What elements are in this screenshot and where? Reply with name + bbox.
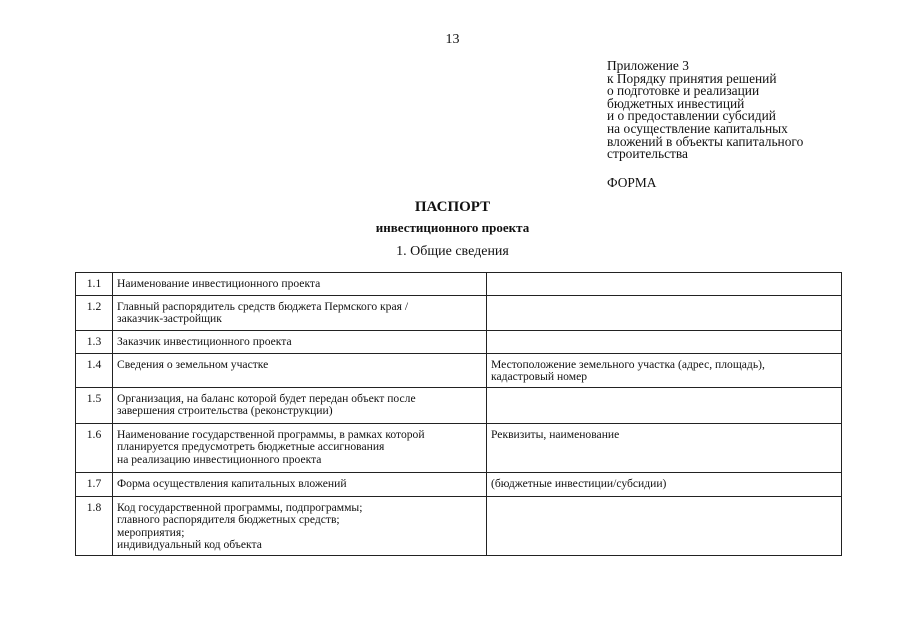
row-label-line: заказчик-застройщик	[117, 312, 222, 326]
table-row	[76, 273, 842, 296]
row-label-line: Сведения о земельном участке	[117, 358, 269, 371]
row-value	[487, 388, 842, 424]
row-label-line: индивидуальный код объекта	[117, 538, 262, 552]
row-value	[487, 424, 842, 473]
row-label-line: Форма осуществления капитальных вложений	[117, 477, 347, 490]
row-label-line: главного распорядителя бюджетных средств;	[117, 513, 340, 527]
row-value	[487, 296, 842, 331]
row-label-line: завершения строительства (реконструкции)	[117, 404, 333, 418]
row-label-line: планируется предусмотреть бюджетные ассигнования	[117, 440, 385, 454]
appendix-line: строительства	[607, 146, 688, 162]
row-label	[113, 473, 487, 497]
section-heading: 1. Общие сведения	[396, 244, 509, 259]
row-label-line: Наименование инвестиционного проекта	[117, 277, 321, 290]
row-number: 1.3	[76, 331, 113, 354]
row-value	[487, 497, 842, 556]
row-number: 1.6	[76, 424, 113, 473]
row-label-line: Код государственной программы, подпрограммы;	[117, 501, 363, 514]
row-value	[487, 331, 842, 354]
row-number: 1.7	[76, 473, 113, 497]
row-label	[113, 273, 487, 296]
table-row	[76, 388, 842, 424]
appendix-line: бюджетных инвестиций	[607, 95, 745, 111]
document-subtitle: инвестиционного проекта	[375, 220, 530, 235]
row-label-line: на реализацию инвестиционного проекта	[117, 452, 322, 466]
row-label	[113, 497, 487, 556]
row-label	[113, 354, 487, 388]
page-number: 13	[445, 32, 460, 47]
row-number: 1.4	[76, 354, 113, 388]
row-value-line: Реквизиты, наименование	[491, 428, 620, 441]
row-label	[113, 331, 487, 354]
row-label-line: Организация, на баланс которой будет передан объект после	[117, 392, 416, 405]
row-label	[113, 424, 487, 473]
row-value-line: Местоположение земельного участка (адрес, площадь),	[491, 358, 765, 371]
row-value	[487, 354, 842, 388]
table-row	[76, 497, 842, 556]
row-label-line: Главный распорядитель средств бюджета Пермского края /	[117, 300, 409, 313]
table-row	[76, 331, 842, 354]
appendix-line: Приложение 3	[607, 58, 689, 73]
row-label-line: мероприятия;	[117, 525, 185, 539]
row-value	[487, 273, 842, 296]
table-row	[76, 296, 842, 331]
row-value-line: (бюджетные инвестиции/субсидии)	[491, 477, 667, 490]
row-number: 1.2	[76, 296, 113, 331]
appendix-line: вложений в объекты капитального	[607, 133, 804, 149]
table-body	[76, 273, 842, 556]
document-title: ПАСПОРТ	[414, 199, 491, 215]
general-info-table	[75, 272, 842, 556]
row-value	[487, 473, 842, 497]
appendix-line: и о предоставлении субсидий	[607, 108, 776, 124]
row-number: 1.1	[76, 273, 113, 296]
appendix-line: на осуществление капитальных	[607, 120, 788, 136]
appendix-line: к Порядку принятия решений	[607, 70, 777, 86]
form-label: ФОРМА	[607, 175, 657, 190]
row-label-line: Наименование государственной программы, в рамках которой	[117, 428, 425, 441]
appendix-block	[607, 60, 867, 161]
table-row	[76, 473, 842, 497]
row-label-line: Заказчик инвестиционного проекта	[117, 335, 292, 348]
row-value-line: кадастровый номер	[491, 370, 588, 384]
table-row	[76, 354, 842, 388]
row-label	[113, 296, 487, 331]
appendix-line: о подготовке и реализации	[607, 83, 760, 99]
row-number: 1.8	[76, 497, 113, 556]
table-row	[76, 424, 842, 473]
row-label	[113, 388, 487, 424]
row-number: 1.5	[76, 388, 113, 424]
